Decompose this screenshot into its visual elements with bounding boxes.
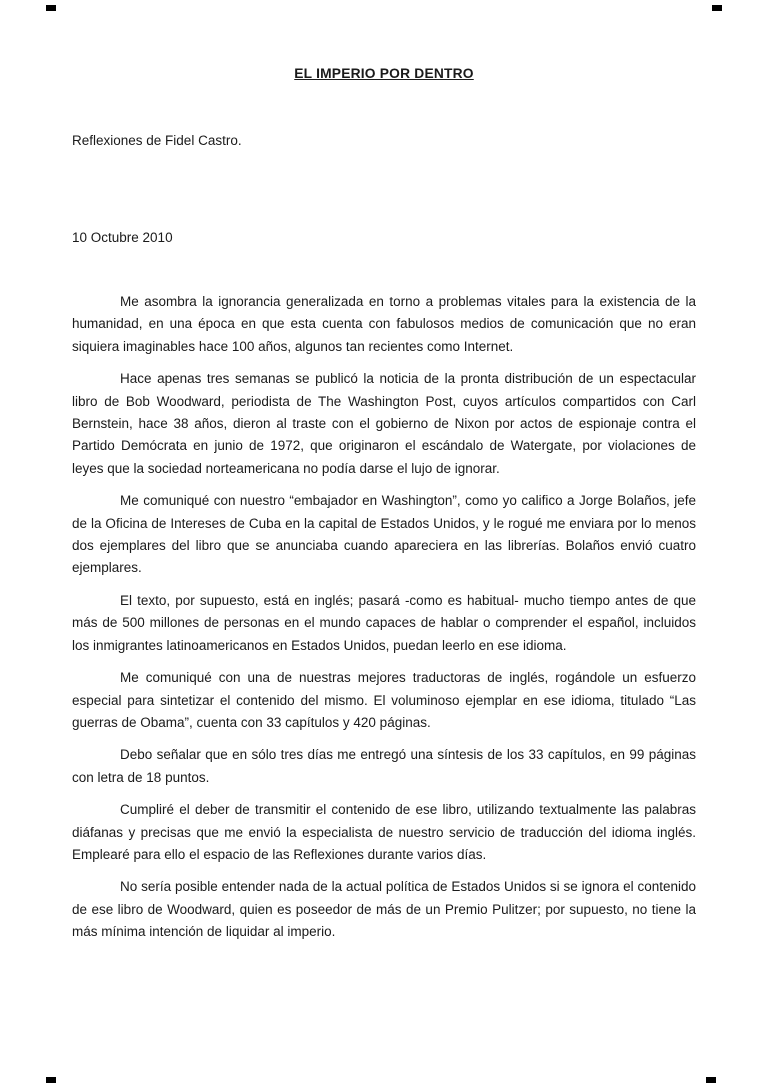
paragraph: El texto, por supuesto, está en inglés; pasará -como es habitual- mucho tiempo antes de que más de 500 millones de personas en el mundo capaces de hablar o comprender el español, incluidos los inmigrantes latinoamericanos en Estados Unidos, puedan leerlo en ese idioma. <box>72 592 696 653</box>
document-body <box>72 291 696 944</box>
paragraph: No sería posible entender nada de la actual política de Estados Unidos si se ignora el contenido de ese libro de Woodward, quien es poseedor de más de un Premio Pulitzer; por supuesto, no tiene la más mínima intención de liquidar al imperio. <box>72 879 696 940</box>
paragraph: Debo señalar que en sólo tres días me entregó una síntesis de los 33 capítulos, en 99 páginas con letra de 18 puntos. <box>72 747 696 785</box>
document-title: EL IMPERIO POR DENTRO <box>294 66 474 81</box>
corner-crop-mark-top-left <box>46 5 56 11</box>
corner-crop-mark-top-right <box>712 5 722 11</box>
corner-crop-mark-bottom-left <box>46 1077 56 1083</box>
paragraph: Me comuniqué con una de nuestras mejores traductoras de inglés, rogándole un esfuerzo especial para sintetizar el contenido del mismo. El voluminoso ejemplar en ese idioma, titulado “Las guerras de Obama”, cuenta con 33 capítulos y 420 páginas. <box>72 670 696 730</box>
document-date: 10 Octubre 2010 <box>72 230 173 245</box>
corner-crop-mark-bottom-right <box>706 1077 716 1083</box>
paragraph: Me asombra la ignorancia generalizada en torno a problemas vitales para la existencia de la humanidad, en una época en que esta cuenta con fabulosos medios de comunicación que no eran siquiera imaginables hace 100 años, algunos tan recientes como Internet. <box>72 294 696 354</box>
document-subtitle: Reflexiones de Fidel Castro. <box>72 133 242 148</box>
paragraph: Hace apenas tres semanas se publicó la noticia de la pronta distribución de un espectacular libro de Bob Woodward, periodista de The Washington Post, cuyos artículos compartidos con Carl Bernstein, hace 38 años, dieron al traste con el gobierno de Nixon por actos de espionaje contra el Partido Demócrata en junio de 1972, que originaron el escándalo de Watergate, por violaciones de leyes que la sociedad norteamericana no podía darse el lujo de ignorar. <box>72 371 696 476</box>
paragraph: Me comuniqué con nuestro “embajador en Washington”, como yo califico a Jorge Bolaños, jefe de la Oficina de Intereses de Cuba en la capital de Estados Unidos, y le rogué me enviara por lo menos dos ejemplares del libro que se anunciaba cuando apareciera en las librerías. Bolaños envió cuatro ejemplares. <box>72 493 696 576</box>
paragraph: Cumpliré el deber de transmitir el contenido de ese libro, utilizando textualmente las palabras diáfanas y precisas que me envió la especialista de nuestro servicio de traducción del idioma inglés. Emplearé para ello el espacio de las Reflexiones durante varios días. <box>72 802 696 862</box>
